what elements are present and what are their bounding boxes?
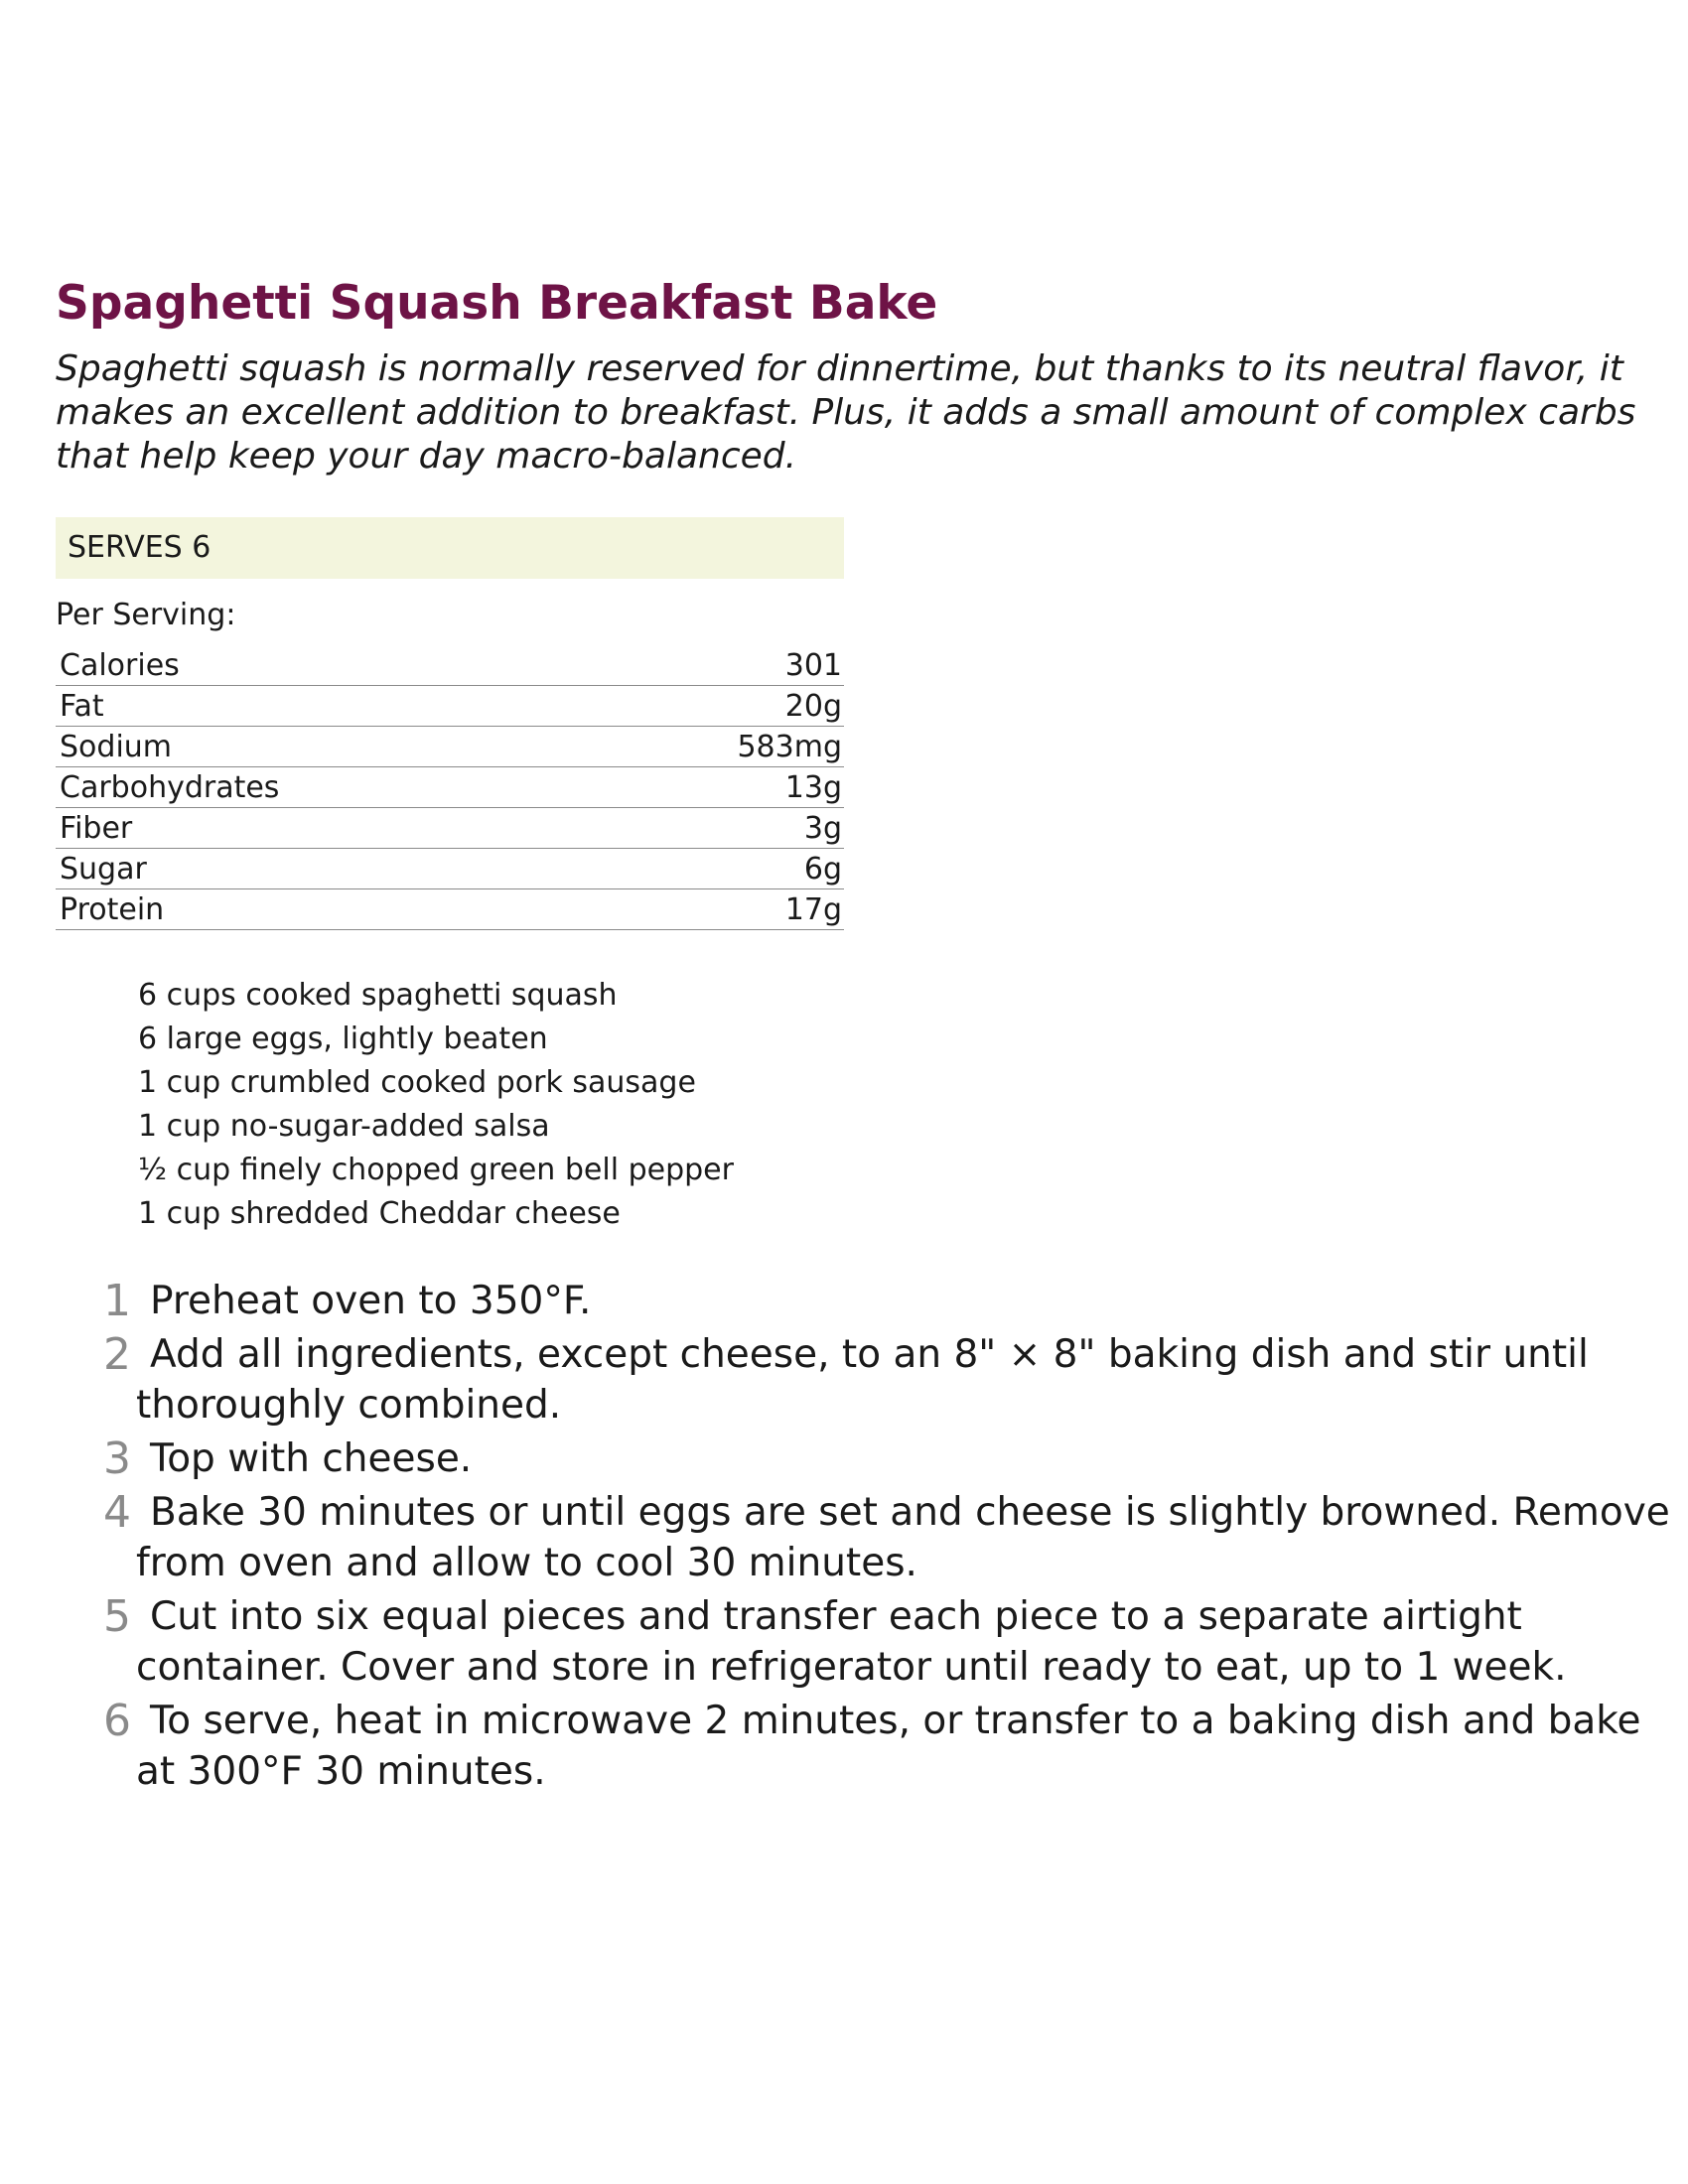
ingredients-list bbox=[138, 974, 734, 1236]
direction-step bbox=[103, 1487, 1672, 1588]
ingredient-item: 1 cup no-sugar-added salsa bbox=[138, 1109, 550, 1144]
nutrition-label: Sugar bbox=[60, 852, 147, 887]
per-serving-label: Per Serving: bbox=[56, 598, 236, 632]
nutrition-value: 13g bbox=[784, 770, 842, 805]
nutrition-label: Protein bbox=[60, 892, 165, 927]
step-number: 5 bbox=[103, 1591, 131, 1642]
nutrition-value: 17g bbox=[784, 892, 842, 927]
nutrition-row-protein bbox=[56, 889, 844, 930]
nutrition-label: Fat bbox=[60, 689, 104, 724]
nutrition-row-sugar bbox=[56, 849, 844, 889]
ingredient-item: 6 cups cooked spaghetti squash bbox=[138, 978, 618, 1013]
step-number: 4 bbox=[103, 1487, 131, 1538]
nutrition-row-calories bbox=[56, 645, 844, 686]
recipe-intro: Spaghetti squash is normally reserved for dinnertime, but thanks to its neutral flavor, it makes an excellent addition to breakfast. Plus, it adds a small amount of complex carbs that help keep your day macro-balanced. bbox=[56, 348, 1636, 477]
step-number: 1 bbox=[103, 1276, 131, 1326]
recipe-title: Spaghetti Squash Breakfast Bake bbox=[56, 276, 938, 331]
nutrition-label: Fiber bbox=[60, 811, 133, 846]
direction-step bbox=[103, 1276, 1672, 1326]
nutrition-row-carbohydrates bbox=[56, 767, 844, 808]
direction-step bbox=[103, 1696, 1672, 1797]
step-number: 3 bbox=[103, 1433, 131, 1484]
nutrition-label: Sodium bbox=[60, 730, 173, 764]
direction-step bbox=[103, 1591, 1672, 1693]
nutrition-value: 583mg bbox=[737, 730, 842, 764]
step-text: Add all ingredients, except cheese, to an 8" × 8" baking dish and stir until thoroughly combined. bbox=[136, 1332, 1589, 1428]
ingredient-item: 6 large eggs, lightly beaten bbox=[138, 1022, 548, 1056]
step-text: Bake 30 minutes or until eggs are set and cheese is slightly browned. Remove from oven and allow to cool 30 minutes. bbox=[136, 1490, 1670, 1585]
nutrition-row-fat bbox=[56, 686, 844, 727]
nutrition-value: 20g bbox=[784, 689, 842, 724]
nutrition-label: Carbohydrates bbox=[60, 770, 280, 805]
step-text: Top with cheese. bbox=[150, 1436, 473, 1481]
nutrition-table bbox=[56, 645, 844, 930]
nutrition-label: Calories bbox=[60, 648, 180, 683]
step-number: 2 bbox=[103, 1329, 131, 1380]
ingredient-item: 1 cup shredded Cheddar cheese bbox=[138, 1196, 621, 1231]
step-number: 6 bbox=[103, 1696, 131, 1746]
nutrition-row-sodium bbox=[56, 727, 844, 767]
nutrition-value: 3g bbox=[803, 811, 842, 846]
step-text: Preheat oven to 350°F. bbox=[150, 1279, 592, 1323]
nutrition-value: 301 bbox=[784, 648, 842, 683]
step-text: Cut into six equal pieces and transfer each piece to a separate airtight container. Cover and store in refrigerator until ready to eat, up to 1 week. bbox=[136, 1594, 1567, 1690]
nutrition-row-fiber bbox=[56, 808, 844, 849]
ingredient-item: ½ cup finely chopped green bell pepper bbox=[138, 1153, 734, 1187]
nutrition-value: 6g bbox=[803, 852, 842, 887]
direction-step bbox=[103, 1433, 1672, 1484]
ingredient-item: 1 cup crumbled cooked pork sausage bbox=[138, 1065, 696, 1100]
direction-step bbox=[103, 1329, 1672, 1431]
step-text: To serve, heat in microwave 2 minutes, or transfer to a baking dish and bake at 300°F 30 minutes. bbox=[136, 1699, 1641, 1794]
directions-list bbox=[103, 1276, 1672, 1800]
serves-banner: SERVES 6 bbox=[56, 517, 844, 579]
